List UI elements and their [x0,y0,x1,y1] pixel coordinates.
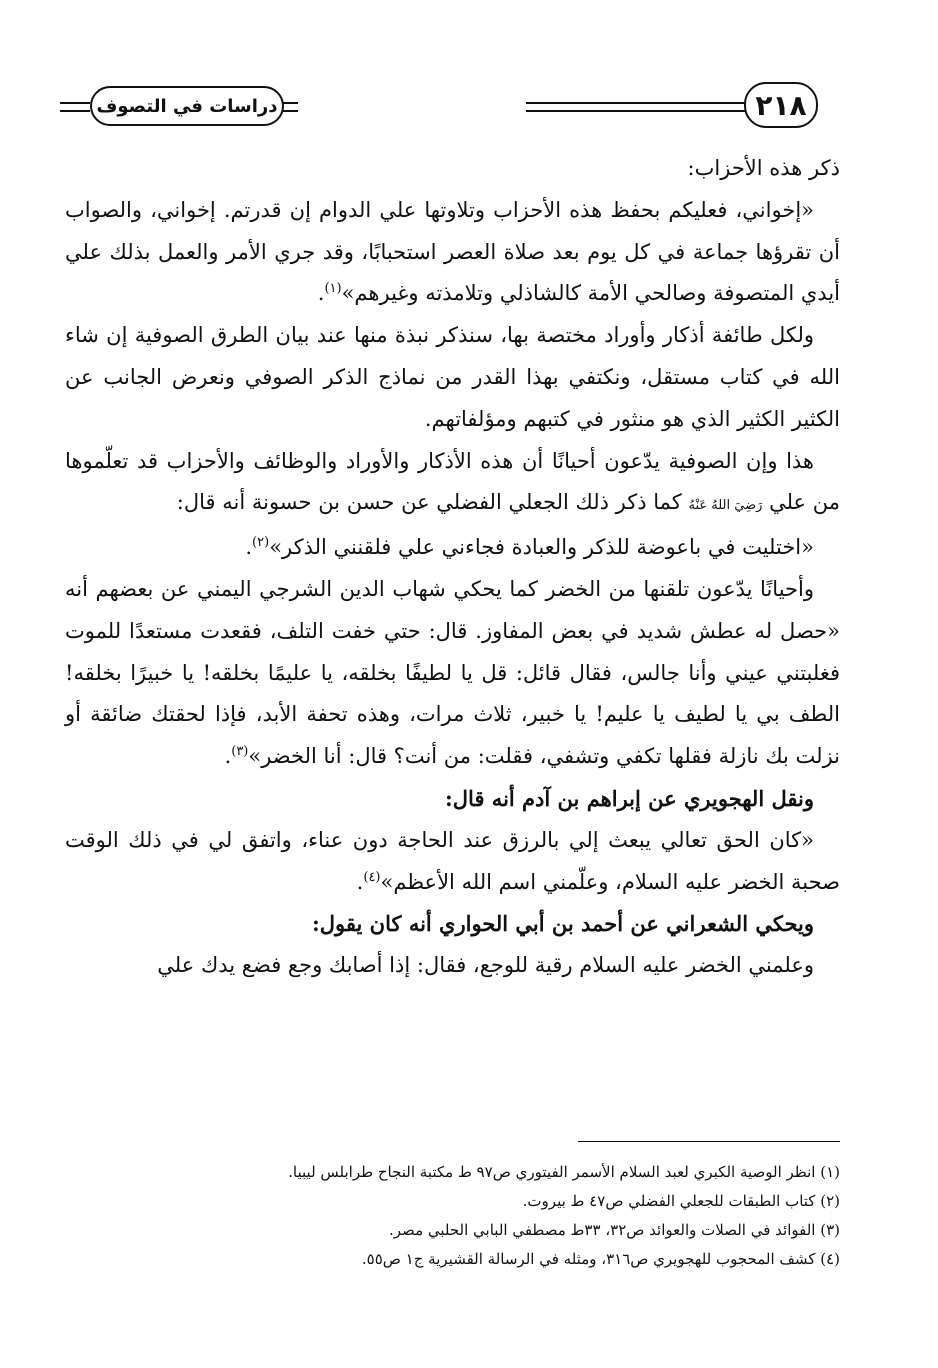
paragraph-4-part-b: كما ذكر ذلك الجعلي الفضلي عن حسن بن حسونة أنه قال: [176,490,682,515]
paragraph-3: ولكل طائفة أذكار وأوراد مختصة بها، سنذكر نبذة منها عند بيان الطرق الصوفية إن شاء الله في كتاب مستقل، ونكتفي بهذا القدر من نماذج الذكر الصوفي ونعرض الجانب عن الكثير الكثير الذي هو منثور في كتبهم ومؤلفاتهم. [65,323,840,431]
quote-text-1: «إخواني، فعليكم بحفظ هذه الأحزاب وتلاوتها علي الدوام إن قدرتم. إخواني، والصواب أن تقرؤها جماعة في كل يوم بعد صلاة العصر استحبابًا، وقد جري الأمر والعمل بذلك علي أيدي المتصوفة وصالحي الأمة كالشاذلي وتلامذته وغيرهم» [65,197,840,306]
header-ornament-left [60,102,90,112]
main-text [65,148,840,987]
footnote-3: (٣) الفوائد في الصلات والعوائد ص٣٢، ٣٣ط مصطفي البابي الحلبي مصر. [389,1221,840,1239]
footnote-ref-3[interactable]: (٣) [231,744,249,760]
footnote-4: (٤) كشف المحجوب للهجويري ص٣١٦، ومثله في الرسالة القشيرية ج١ ص٥٥. [361,1250,840,1268]
footnote-separator [578,1141,840,1142]
honorific: رَضِيَ اللهُ عَنْهُ [688,498,763,514]
footnote-1: (١) انظر الوصية الكبري لعبد السلام الأسمر الفيتوري ص٩٧ ط مكتبة النجاح طرابلس ليبيا. [288,1163,840,1181]
footnotes [65,1158,840,1274]
paragraph-4 [65,441,840,528]
paragraph-10: وعلمني الخضر عليه السلام رقية للوجع، فقال: إذا أصابك وجع فضع يدك علي [157,953,814,978]
running-header [60,82,838,128]
paragraph-6: وأحيانًا يدّعون تلقنها من الخضر كما يحكي شهاب الدين الشرجي اليمني عن بعضهم أنه «حصل له عطش شديد في بعض المفاوز. قال: حتي خفت التلف، فقعدت مستعدًا للموت فغلبتني عيني وأنا جالس، فقال قائل: قل يا لطيفًا بخلقه، يا عليمًا بخلقه! يا خبيرًا بخلقه! الطف بي يا لطيف يا عليم! يا خبير، ثلاث مرات، وهذه تحفة الأبد، فإذا لحقتك ضائقة أو نزلت بك نازلة فقلها تكفي وتشفي، فقلت: من أنت؟ قال: أنا الخضر»$^{(٣)}$. [65,576,840,769]
footnote-2: (٢) كتاب الطبقات للجعلي الفضلي ص٤٧ ط بيروت. [522,1192,840,1210]
quote-text-4: «كان الحق تعالي يبعث إلي بالرزق عند الحاجة دون عناء، واتفق لي في ذلك الوقت صحبة الخضر عليه السلام، وعلّمني اسم الله الأعظم» [65,827,840,894]
header-ornament-right [526,102,746,112]
paragraph-2: «إخواني، فعليكم بحفظ هذه الأحزاب وتلاوتها علي الدوام إن قدرتم. إخواني، والصواب أن تقرؤها جماعة في كل يوم بعد صلاة العصر استحبابًا، وقد جري الأمر والعمل بذلك علي أيدي المتصوفة وصالحي الأمة كالشاذلي وتلامذته وغيرهم»$^{(١)}$. [65,197,840,306]
page-number: ٢١٨ [744,82,818,128]
quote-text-3: وأحيانًا يدّعون تلقنها من الخضر كما يحكي شهاب الدين الشرجي اليمني عن بعضهم أنه «حصل له عطش شديد في بعض المفاوز. قال: حتي خفت التلف، فقعدت مستعدًا للموت فغلبتني عيني وأنا جالس، فقال قائل: قل يا لطيفًا بخلقه، يا عليمًا بخلقه! يا خبيرًا بخلقه! الطف بي يا لطيف يا عليم! يا خبير، ثلاث مرات، وهذه تحفة الأبد، فإذا لحقتك ضائقة أو نزلت بك نازلة فقلها تكفي وتشفي، فقلت: من أنت؟ قال: أنا الخضر» [65,576,840,769]
paragraph-1: ذكر هذه الأحزاب: [687,156,840,180]
paragraph-5: «اختليت في باعوضة للذكر والعبادة فجاءني علي فلقنني الذكر»$^{(٢)}$. [245,535,814,560]
quote-text-2: «اختليت في باعوضة للذكر والعبادة فجاءني علي فلقنني الذكر» [269,535,814,560]
paragraph-8: «كان الحق تعالي يبعث إلي بالرزق عند الحاجة دون عناء، واتفق لي في ذلك الوقت صحبة الخضر عليه السلام، وعلّمني اسم الله الأعظم»$^{(٤)}$. [65,827,840,894]
footnote-ref-4[interactable]: (٤) [363,869,381,885]
book-title: دراسات في التصوف [90,86,284,126]
paragraph-9: ويحكي الشعراني عن أحمد بن أبي الحواري أنه كان يقول: [312,911,814,937]
footnote-ref-2[interactable]: (٢) [252,535,270,551]
paragraph-4-part-a: هذا وإن الصوفية يدّعون أحيانًا أن هذه الأذكار والأوراد والوظائف والأحزاب قد تعلّموها من علي [65,448,840,515]
paragraph-7: ونقل الهجويري عن إبراهم بن آدم أنه قال: [445,785,814,811]
footnote-ref-1[interactable]: (١) [324,281,342,297]
